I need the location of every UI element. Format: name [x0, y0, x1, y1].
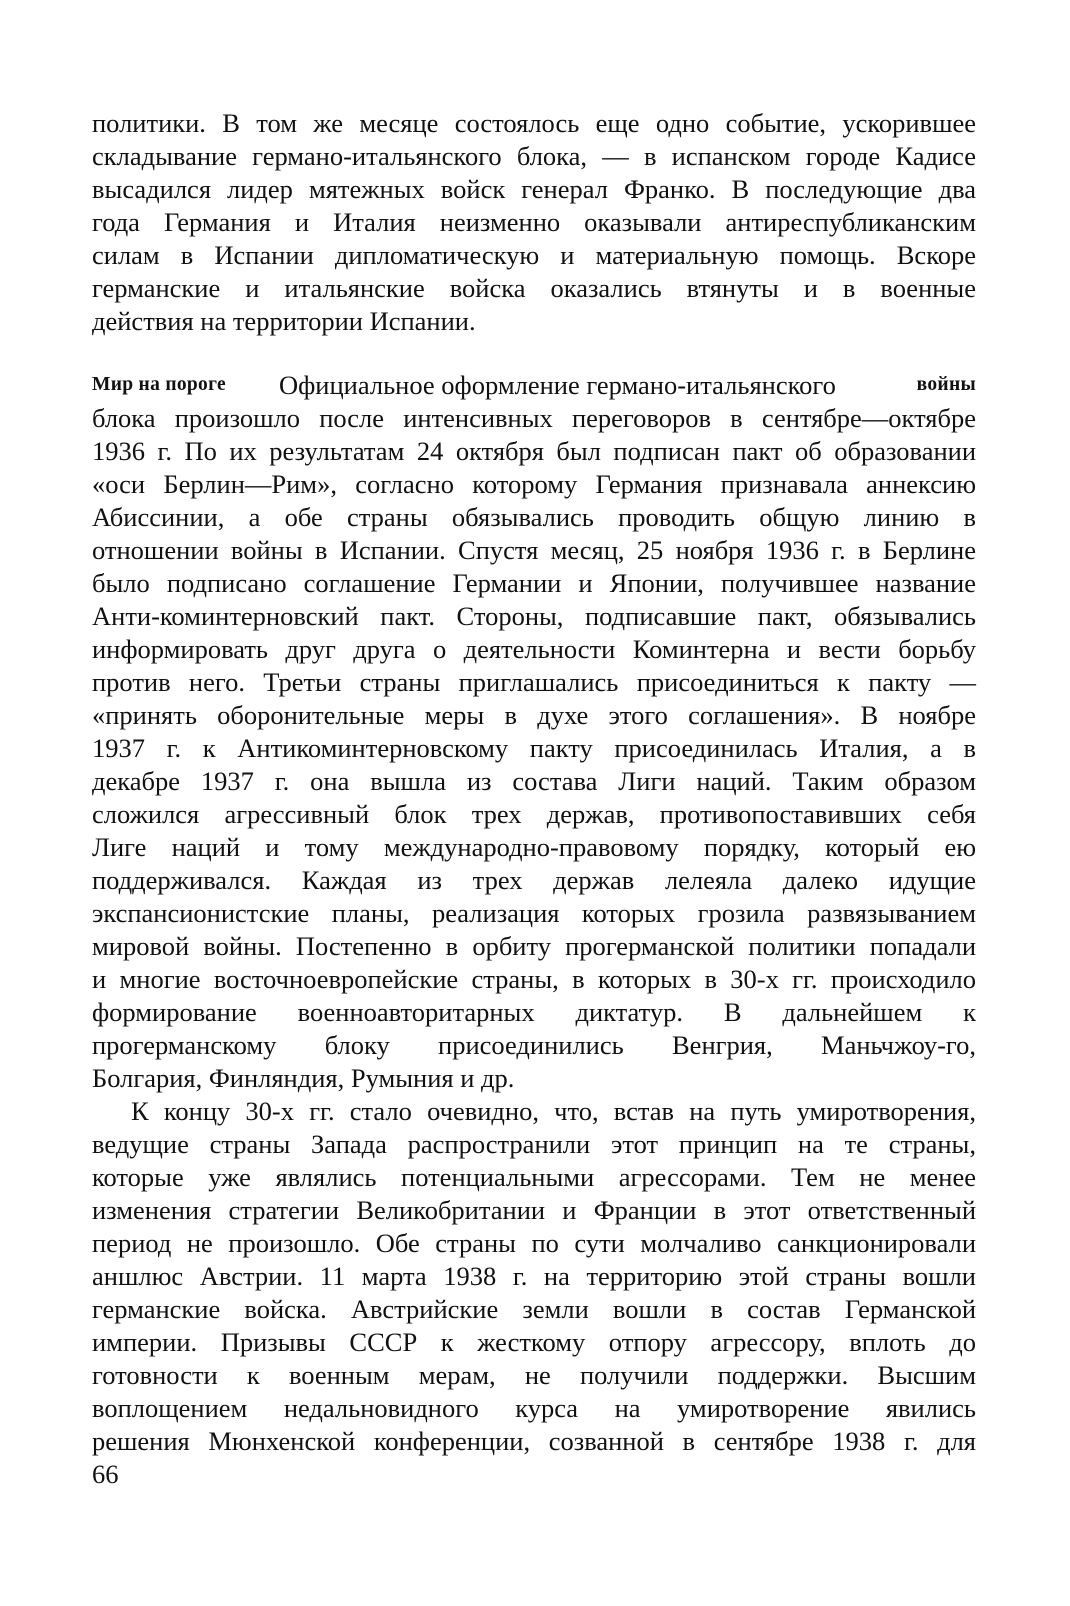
- text-line: «принять оборонительные меры в духе этого соглашения». В ноябре: [92, 700, 976, 730]
- text-line: решения Мюнхенской конференции, созванной в сентябре 1938 г. для: [92, 1426, 976, 1456]
- text-line: политики. В том же месяце состоялось еще одно событие, ускорившее: [92, 108, 976, 138]
- text-line: Болгария, Финляндия, Румыния и др.: [92, 1063, 515, 1093]
- text-line: было подписано соглашение Германии и Японии, получившее название: [92, 568, 976, 598]
- text-line: Лиге наций и тому международно-правовому порядку, который ею: [92, 832, 976, 862]
- text-line: аншлюс Австрии. 11 марта 1938 г. на территорию этой страны вошли: [92, 1261, 976, 1291]
- marginal-heading: Мир на пороге: [92, 374, 226, 395]
- marginal-heading-continuation: войны: [916, 374, 976, 395]
- page-number: 66: [92, 1459, 119, 1489]
- text-line: Анти-коминтерновский пакт. Стороны, подписавшие пакт, обязывались: [92, 601, 976, 631]
- text-line: которые уже являлись потенциальными агрессорами. Тем не менее: [92, 1162, 976, 1192]
- text-line: формирование военноавторитарных диктатур. В дальнейшем к: [92, 997, 976, 1027]
- text-line: против него. Третьи страны приглашались присоединиться к пакту —: [92, 667, 976, 697]
- text-line: информировать друг друга о деятельности Коминтерна и вести борьбу: [92, 634, 976, 664]
- text-line: К концу 30-х гг. стало очевидно, что, встав на путь умиротворения,: [131, 1096, 976, 1126]
- text-line: германские войска. Австрийские земли вошли в состав Германской: [92, 1294, 976, 1324]
- text-line: складывание германо-итальянского блока, — в испанском городе Кадисе: [92, 141, 976, 171]
- text-line: период не произошло. Обе страны по сути молчаливо санкционировали: [92, 1228, 976, 1258]
- text-line: 1936 г. По их результатам 24 октября был подписан пакт об образовании: [92, 436, 976, 466]
- text-line: года Германия и Италия неизменно оказывали антиреспубликанским: [92, 207, 976, 237]
- text-line: германские и итальянские войска оказались втянуты и в военные: [92, 273, 976, 303]
- text-line: 1937 г. к Антикоминтерновскому пакту присоединилась Италия, а в: [92, 733, 976, 763]
- text-line: готовности к военным мерам, не получили поддержки. Высшим: [92, 1360, 976, 1390]
- text-line: действия на территории Испании.: [92, 306, 476, 336]
- text-line: прогерманскому блоку присоединились Венгрия, Маньчжоу-го,: [92, 1030, 976, 1060]
- text-line: мировой войны. Постепенно в орбиту прогерманской политики попадали: [92, 931, 976, 961]
- text-line: «оси Берлин—Рим», согласно которому Германия признавала аннексию: [92, 469, 976, 499]
- text-line: Официальное оформление германо-итальянского: [279, 370, 836, 400]
- text-line: империи. Призывы СССР к жесткому отпору агрессору, вплоть до: [92, 1327, 976, 1357]
- text-line: блока произошло после интенсивных переговоров в сентябре—октябре: [92, 403, 976, 433]
- text-line: изменения стратегии Великобритании и Франции в этот ответственный: [92, 1195, 976, 1225]
- text-line: и многие восточноевропейские страны, в которых в 30-х гг. происходило: [92, 964, 976, 994]
- text-line: экспансионистские планы, реализация которых грозила развязыванием: [92, 898, 976, 928]
- text-line: декабре 1937 г. она вышла из состава Лиги наций. Таким образом: [92, 766, 976, 796]
- text-line: силам в Испании дипломатическую и материальную помощь. Вскоре: [92, 240, 976, 270]
- text-line: воплощением недальновидного курса на умиротворение явились: [92, 1393, 976, 1423]
- text-line: высадился лидер мятежных войск генерал Франко. В последующие два: [92, 174, 976, 204]
- text-line: поддерживался. Каждая из трех держав лелеяла далеко идущие: [92, 865, 976, 895]
- text-line: отношении войны в Испании. Спустя месяц, 25 ноября 1936 г. в Берлине: [92, 535, 976, 565]
- text-line: сложился агрессивный блок трех держав, противопоставивших себя: [92, 799, 976, 829]
- text-line: Абиссинии, а обе страны обязывались проводить общую линию в: [92, 502, 976, 532]
- text-line: ведущие страны Запада распространили этот принцип на те страны,: [92, 1129, 976, 1159]
